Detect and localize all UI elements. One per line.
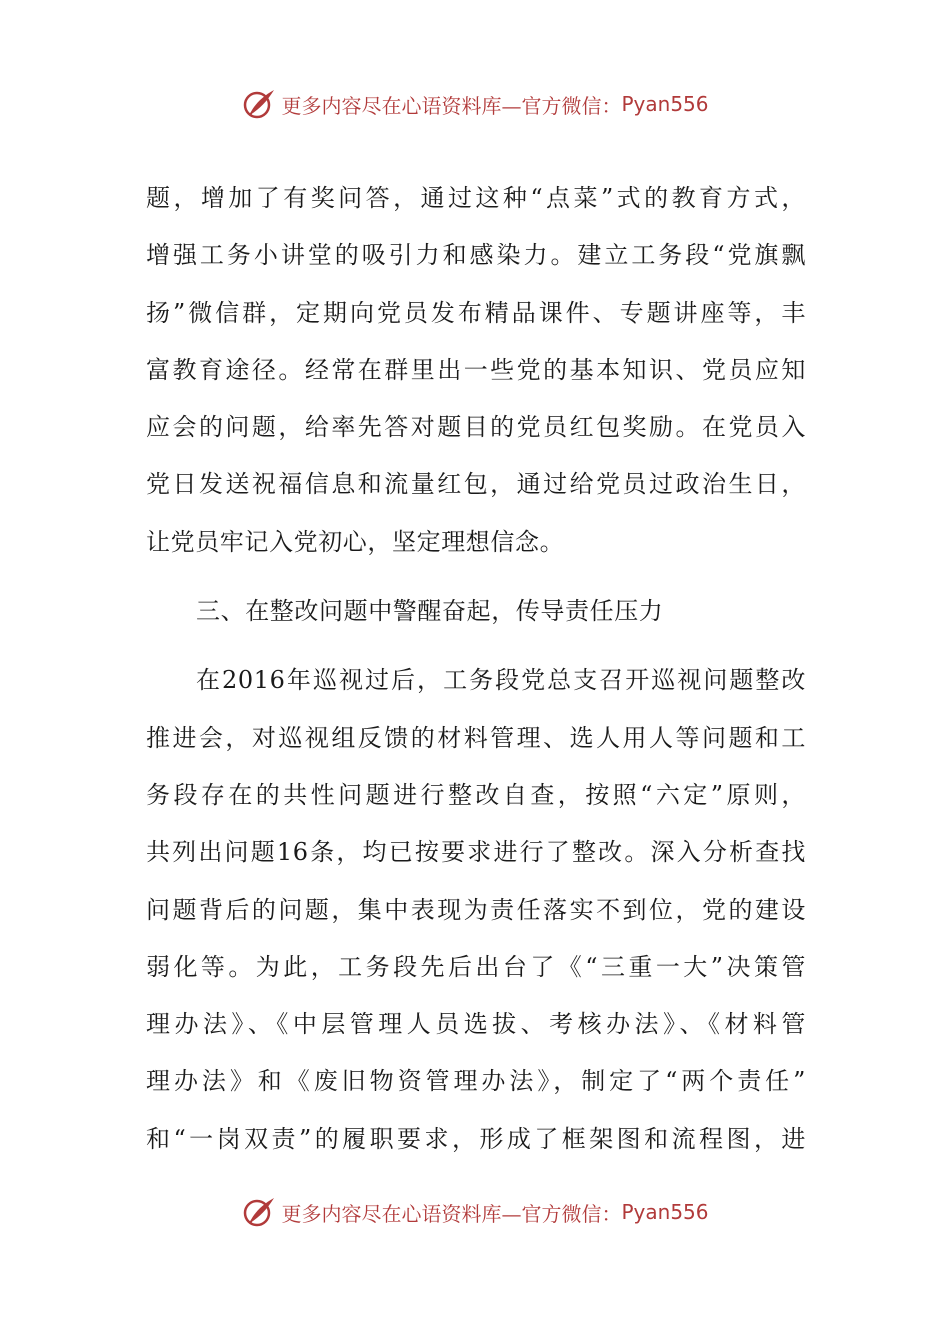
body-line: 党日发送祝福信息和流量红包，通过给党员过政治生日， — [146, 470, 806, 499]
watermark-wechat-id: Pyan556 — [621, 92, 709, 116]
body-line: 理办法》和《废旧物资管理办法》，制定了“两个责任” — [146, 1067, 806, 1096]
body-line: 在2016年巡视过后，工务段党总支召开巡视问题整改 — [196, 666, 806, 695]
quill-logo-icon — [241, 1194, 277, 1230]
watermark-wechat-id: Pyan556 — [621, 1200, 709, 1224]
body-line: 应会的问题，给率先答对题目的党员红包奖励。在党员入 — [146, 413, 806, 442]
body-line: 题，增加了有奖问答，通过这种“点菜”式的教育方式， — [146, 184, 806, 212]
body-line: 增强工务小讲堂的吸引力和感染力。建立工务段“党旗飘 — [146, 241, 806, 270]
body-line: 共列出问题16条，均已按要求进行了整改。深入分析查找 — [146, 838, 806, 867]
watermark-banner-top — [0, 84, 950, 124]
body-line: 让党员牢记入党初心，坚定理想信念。 — [146, 527, 565, 556]
body-line: 务段存在的共性问题进行整改自查，按照“六定”原则， — [146, 780, 806, 809]
body-line: 富教育途径。经常在群里出一些党的基本知识、党员应知 — [146, 355, 806, 384]
body-line: 弱化等。为此，工务段先后出台了《“三重一大”决策管 — [146, 952, 806, 981]
body-line: 推进会，对巡视组反馈的材料管理、选人用人等问题和工 — [146, 723, 806, 752]
body-line: 和“一岗双责”的履职要求，形成了框架图和流程图，进 — [146, 1124, 806, 1153]
body-line: 理办法》、《中层管理人员选拔、考核办法》、《材料管 — [146, 1010, 806, 1039]
watermark-text: 更多内容尽在心语资料库—官方微信： — [281, 93, 622, 118]
body-line: 扬”微信群，定期向党员发布精品课件、专题讲座等，丰 — [146, 298, 806, 327]
quill-logo-icon — [241, 86, 277, 122]
watermark-text: 更多内容尽在心语资料库—官方微信： — [281, 1201, 622, 1226]
section-heading: 三、在整改问题中警醒奋起，传导责任压力 — [196, 597, 664, 626]
document-body — [146, 170, 806, 1168]
watermark-banner-bottom — [0, 1192, 950, 1232]
body-line: 问题背后的问题，集中表现为责任落实不到位，党的建设 — [146, 895, 806, 924]
